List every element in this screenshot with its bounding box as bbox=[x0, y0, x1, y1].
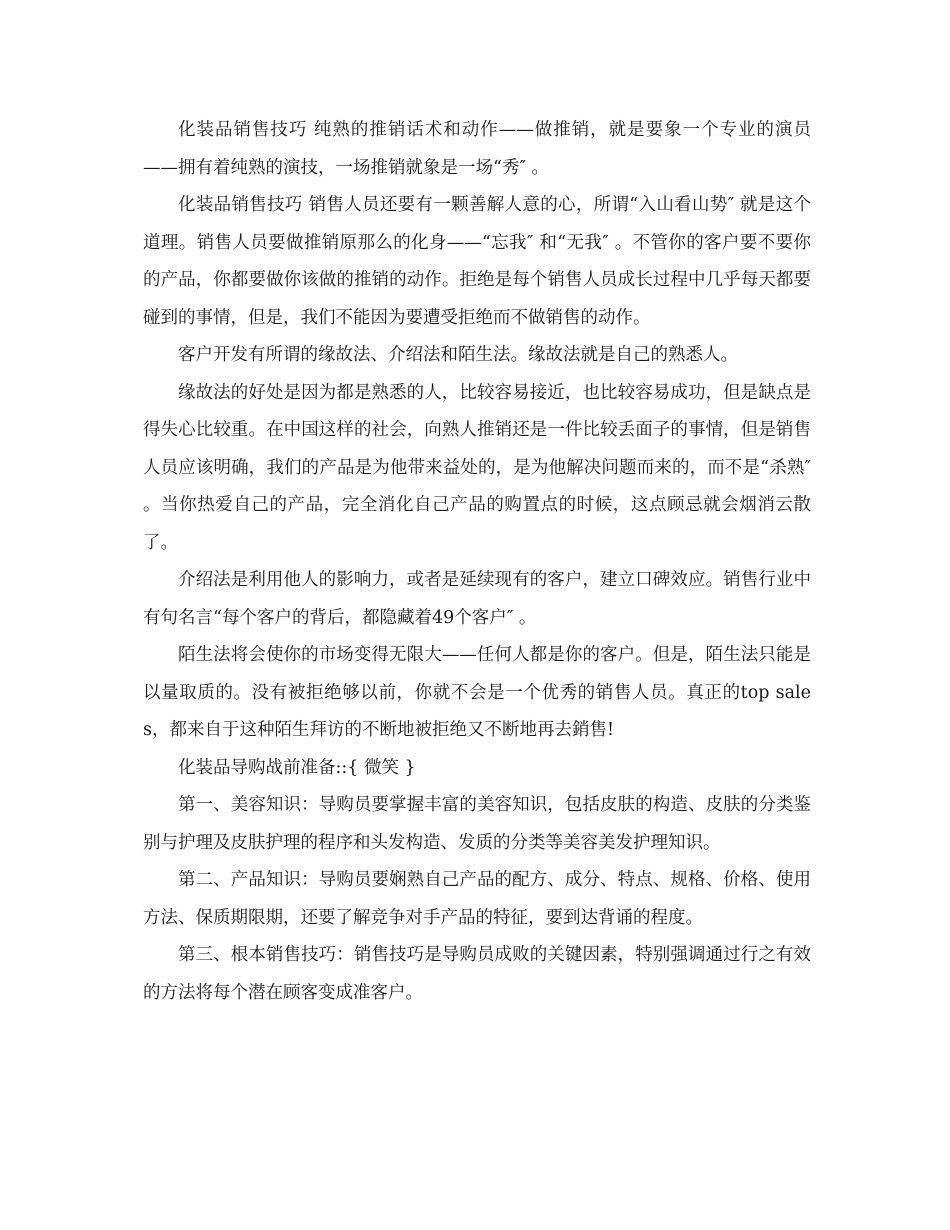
paragraph-basic-sales-skills: 第三、根本销售技巧：销售技巧是导购员成败的关键因素，特别强调通过行之有效的方法将每个潜在顾客变成准客户。 bbox=[143, 945, 811, 1003]
paragraph-empathy-and-rejection: 化装品销售技巧 销售人员还要有一颗善解人意的心，所谓“入山看山势″ 就是这个道理。销售人员要做推销原那么的化身——“忘我″ 和“无我″ 。不管你的客户要不要你的产品，你都要做你该做的推销的动作。拒绝是每个销售人员成长过程中几乎每天都要碰到的事情，但是，我们不能因为要遭受拒绝而不做销售的动作。 bbox=[143, 195, 811, 328]
paragraph-beauty-knowledge: 第一、美容知识：导购员要掌握丰富的美容知识，包括皮肤的构造、皮肤的分类鉴别与护理及皮肤护理的程序和头发构造、发质的分类等美容美发护理知识。 bbox=[143, 795, 811, 853]
paragraph-product-knowledge: 第二、产品知识：导购员要娴熟自己产品的配方、成分、特点、规格、价格、使用方法、保质期限期，还要了解竞争对手产品的特征，要到达背诵的程度。 bbox=[143, 870, 811, 928]
paragraph-cosmetics-sales-performance: 化装品销售技巧 纯熟的推销话术和动作——做推销，就是要象一个专业的演员——拥有着纯熟的演技，一场推销就象是一场“秀″ 。 bbox=[143, 120, 811, 178]
paragraph-referral-method: 介绍法是利用他人的影响力，或者是延续现有的客户，建立口碑效应。销售行业中有句名言“每个客户的背后，都隐藏着49个客户″ 。 bbox=[143, 570, 811, 628]
paragraph-customer-development-methods: 客户开发有所谓的缘故法、介绍法和陌生法。缘故法就是自己的熟悉人。 bbox=[178, 345, 738, 365]
paragraph-preparation-heading: 化装品导购战前准备::{ 微笑 } bbox=[178, 757, 416, 778]
paragraph-cold-call-method: 陌生法将会使你的市场变得无限大——任何人都是你的客户。但是，陌生法只能是以量取质的。没有被拒绝够以前，你就不会是一个优秀的销售人员。真正的top sales，都来自于这种陌生拜访的不断地被拒绝又不断地再去銷售! bbox=[143, 645, 811, 740]
document-body bbox=[143, 112, 811, 1012]
paragraph-acquaintance-method: 缘故法的好处是因为都是熟悉的人，比较容易接近，也比较容易成功，但是缺点是得失心比较重。在中国这样的社会，向熟人推销还是一件比较丢面子的事情，但是销售人员应该明确，我们的产品是为他带来益处的，是为他解决问题而来的，而不是“杀熟″ 。当你热爱自己的产品，完全消化自己产品的购置点的时候，这点顾忌就会烟消云散了。 bbox=[143, 382, 811, 553]
